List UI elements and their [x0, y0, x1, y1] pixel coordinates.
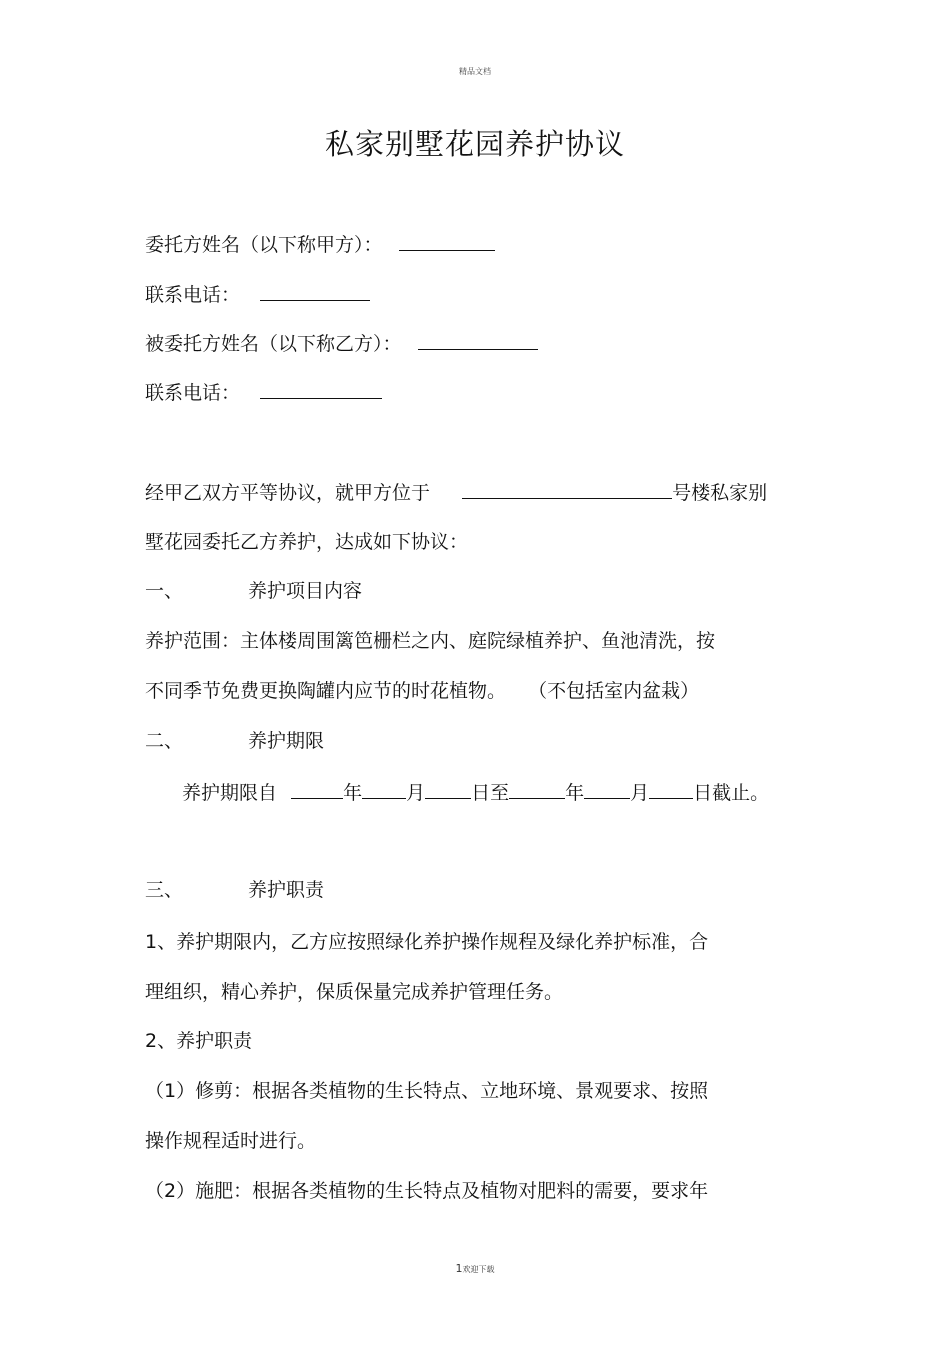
phone-a-blank — [260, 280, 370, 301]
section-1-heading — [145, 578, 545, 604]
intro-part1: 经甲乙双方平等协议，就甲方位于 — [145, 482, 431, 504]
scope-line-2-text: 不同季节免费更换陶罐内应节的时花植物。 — [145, 680, 507, 702]
location-blank — [462, 478, 672, 499]
duty-1-line-1: 1、养护期限内，乙方应按照绿化养护操作规程及绿化养护标准，合 — [145, 931, 709, 953]
party-b-line — [145, 329, 538, 357]
footer-text: 欢迎下载 — [462, 1265, 495, 1274]
end-year-label: 年 — [565, 782, 585, 804]
start-month-label: 月 — [406, 782, 426, 804]
start-day-blank — [425, 778, 471, 799]
duty-2-2-line-1: （2）施肥：根据各类植物的生长特点及植物对肥料的需要，要求年 — [145, 1180, 709, 1202]
section-1-number: 一、 — [145, 580, 184, 602]
day-to-label: 日至 — [471, 782, 510, 804]
scope-line-1: 养护范围：主体楼周围篱笆栅栏之内、庭院绿植养护、鱼池清洗，按 — [145, 630, 716, 652]
phone-b-blank — [260, 378, 382, 399]
start-year-label: 年 — [343, 782, 363, 804]
phone-a-label: 联系电话： — [145, 284, 241, 306]
party-a-label: 委托方姓名（以下称甲方）： — [145, 234, 383, 256]
duty-1-line-2: 理组织，精心养护，保质保量完成养护管理任务。 — [145, 981, 564, 1003]
intro-line-1 — [145, 478, 767, 506]
section-2-number: 二、 — [145, 730, 184, 752]
party-a-line — [145, 230, 495, 258]
duty-2-1-line-1: （1）修剪：根据各类植物的生长特点、立地环境、景观要求、按照 — [145, 1080, 709, 1102]
scope-note: （不包括室内盆栽） — [528, 680, 700, 702]
duty-2-1-line-2: 操作规程适时进行。 — [145, 1130, 317, 1152]
period-prefix: 养护期限自 — [182, 782, 278, 804]
period-end-label: 日截止。 — [693, 782, 770, 804]
end-month-label: 月 — [630, 782, 650, 804]
section-3-heading — [145, 877, 545, 903]
phone-b-label: 联系电话： — [145, 382, 241, 404]
phone-b-line — [145, 378, 382, 406]
intro-part2: 号楼私家别 — [672, 482, 768, 504]
document-title: 私家别墅花园养护协议 — [324, 127, 625, 161]
section-2-title: 养护期限 — [248, 730, 325, 752]
section-3-number: 三、 — [145, 879, 184, 901]
scope-line-2 — [145, 678, 699, 704]
section-3-title: 养护职责 — [248, 879, 325, 901]
start-year-blank — [291, 778, 343, 799]
start-month-blank — [362, 778, 406, 799]
duty-2-heading: 2、养护职责 — [145, 1030, 253, 1052]
page-header: 精品文档 — [459, 67, 491, 76]
page-footer — [0, 1262, 950, 1275]
party-a-blank — [399, 230, 495, 251]
end-year-blank — [509, 778, 565, 799]
party-b-label: 被委托方姓名（以下称乙方）： — [145, 333, 402, 355]
end-month-blank — [584, 778, 630, 799]
section-2-heading — [145, 728, 545, 754]
section-1-title: 养护项目内容 — [248, 580, 363, 602]
intro-line-2: 墅花园委托乙方养护，达成如下协议： — [145, 531, 469, 553]
party-b-blank — [418, 329, 538, 350]
page-number: 1 — [455, 1262, 463, 1275]
end-day-blank — [649, 778, 693, 799]
period-line — [182, 778, 769, 806]
phone-a-line — [145, 280, 370, 308]
